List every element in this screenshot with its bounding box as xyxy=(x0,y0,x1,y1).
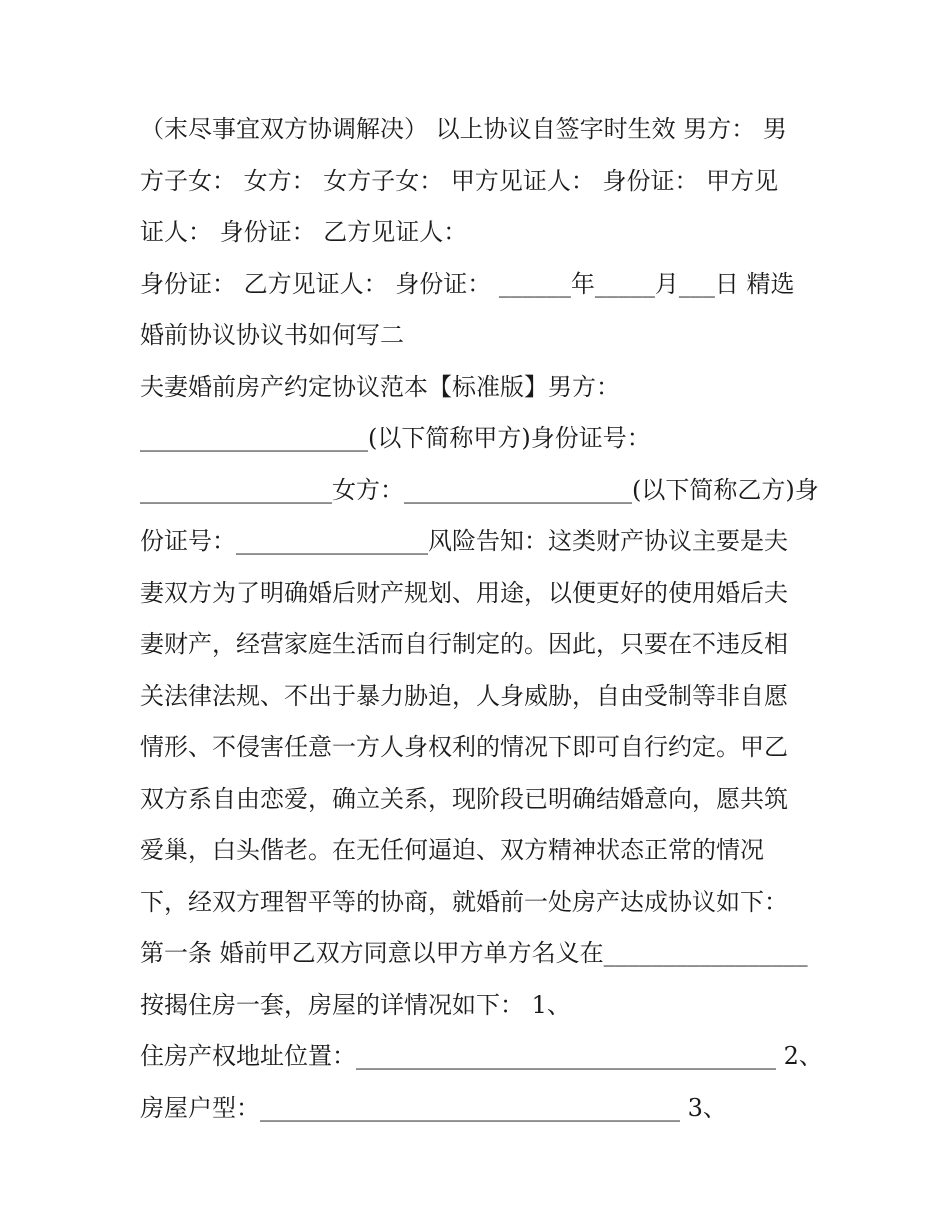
text-line: ___________________(以下简称甲方)身份证号： xyxy=(140,424,651,452)
text-line: 证人： 身份证： 乙方见证人： xyxy=(140,218,468,246)
text-line: 住房产权地址位置：___________________________________ 2、 xyxy=(140,1042,823,1070)
text-line: 份证号：________________风险告知：这类财产协议主要是夫 xyxy=(140,527,788,555)
text-line: 妻财产，经营家庭生活而自行制定的。因此，只要在不违反相 xyxy=(140,630,788,658)
text-line: ________________女方：___________________(以下简称乙方)身 xyxy=(140,475,819,504)
text-line: 按揭住房一套，房屋的详情况如下： 1、 xyxy=(140,990,571,1019)
text-line: 双方系自由恋爱，确立关系，现阶段已明确结婚意向，愿共筑 xyxy=(140,784,788,813)
text-line: 方子女： 女方： 女方子女： 甲方见证人： 身份证： 甲方见 xyxy=(140,166,779,195)
text-line: 关法律法规、不出于暴力胁迫，人身威胁，自由受制等非自愿 xyxy=(140,681,788,710)
text-line: 爱巢，白头偕老。在无任何逼迫、双方精神状态正常的情况 xyxy=(140,836,764,864)
section-title: 婚前协议协议书如何写二 xyxy=(140,321,404,349)
text-line: 情形、不侵害任意一方人身权利的情况下即可自行约定。甲乙 xyxy=(140,733,788,761)
text-line: 下，经双方理智平等的协商，就婚前一处房产达成协议如下： xyxy=(140,887,788,916)
text-line: 身份证： 乙方见证人： 身份证： ______年_____月___日 精选 xyxy=(140,269,795,298)
text-line: 房屋户型：___________________________________ 3、 xyxy=(140,1093,727,1122)
document-body xyxy=(140,104,823,1134)
article-line: 第一条 婚前甲乙双方同意以甲方单方名义在_________________ xyxy=(140,939,808,967)
text-line: （末尽事宜双方协调解决） 以上协议自签字时生效 男方： 男 xyxy=(140,115,787,143)
text-line: 妻双方为了明确婚后财产规划、用途，以便更好的使用婚后夫 xyxy=(140,578,788,607)
text-line: 夫妻婚前房产约定协议范本【标准版】男方： xyxy=(140,372,620,401)
